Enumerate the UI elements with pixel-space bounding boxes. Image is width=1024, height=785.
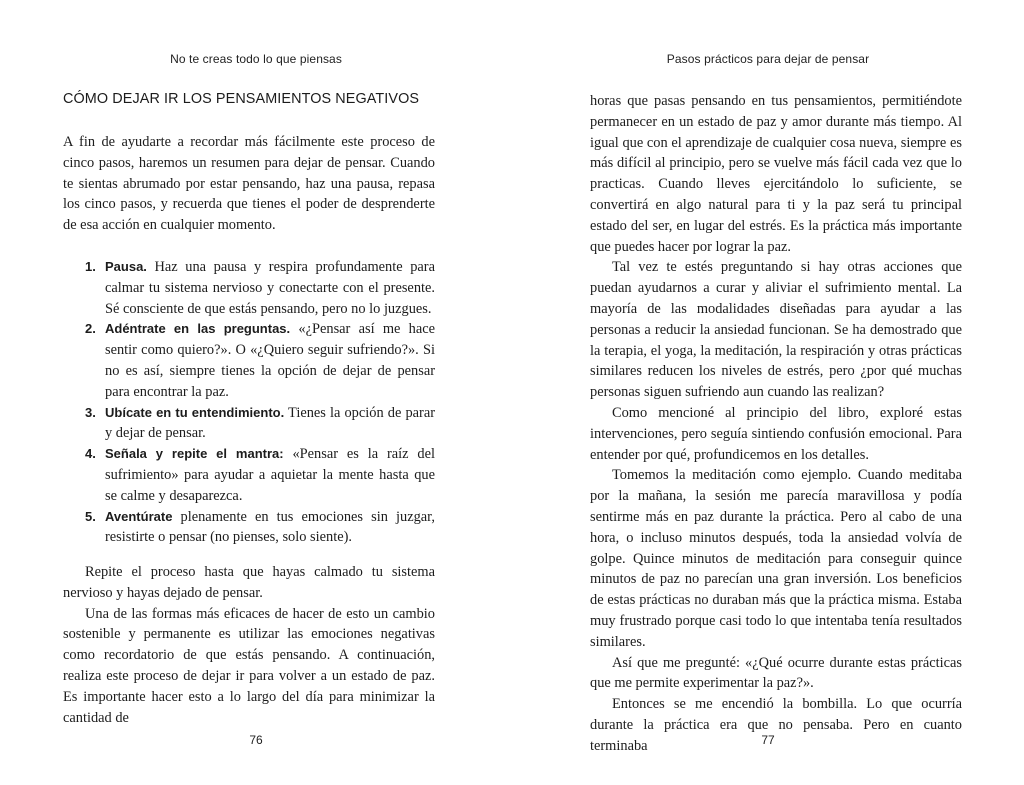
step-text: plenamente en tus emociones sin juzgar, resistirte o pensar (no pienses, solo siente). [105,508,435,546]
step-item [65,507,435,549]
step-text: Haz una pausa y respira profundamente para calmar tu sistema nervioso y conectarte con el presente. Sé consciente de que estás pensando, pero no lo juzgues. [105,259,435,317]
body-paragraph: Tal vez te estés preguntando si hay otras acciones que puedan ayudarnos a curar y aliviar el sufrimiento mental. La mayoría de las modalidades diseñadas para ayudar a las personas a reducir la ansiedad funcionan. Se ha demostrado que la terapia, el yoga, la meditación, la respiración y otras prácticas similares reducen los niveles de estrés, pero ¿por qué muchas personas siguen sufriendo aun cuando las realizan? [590,259,962,401]
right-page [512,0,1024,785]
step-text: «Pensar es la raíz del sufrimiento» para ayudar a aquietar la mente hasta que se calme y desaparezca. [105,446,435,504]
body-paragraph: Como mencioné al principio del libro, exploré estas intervenciones, pero seguía sintiendo confusión emocional. Para entender por qué, profundicemos en los detalles. [590,404,962,463]
body-paragraph: horas que pasas pensando en tus pensamientos, permitiéndote permanecer en un estado de paz y amor durante más tiempo. Al igual que con el aprendizaje de cualquier cosa nueva, siempre es más difícil al principio, pero se vuelve más fácil cada vez que lo practicas. Cuando lleves ejercitándolo lo suficiente, se convertirá en algo natural para ti y la paz será tu principal estado del ser, en lugar del estrés. Es la práctica más importante que puedes hacer por lograr la paz. [590,93,962,255]
step-item [65,257,435,319]
body-paragraph: Así que me pregunté: «¿Qué ocurre durante estas prácticas que me permite experimentar la paz?». [590,654,962,692]
body-paragraph: Entonces se me encendió la bombilla. Lo que ocurría durante la práctica era que no pensaba. Pero en cuanto terminaba [590,696,962,754]
running-head-right: Pasos prácticos para dejar de pensar [666,52,870,66]
step-number: 1. [85,259,96,274]
step-item [65,444,435,506]
running-head-left: No te creas todo lo que piensas [170,52,342,66]
intro-paragraph: A fin de ayudarte a recordar más fácilmente este proceso de cinco pasos, haremos un resumen para dejar de pensar. Cuando te sientas abrumado por estar pensando, haz una pausa, repasa los cinco pasos, y recuerda que tienes el poder de desprenderte de esa acción en cualquier momento. [63,134,435,234]
steps-block [63,257,435,548]
step-title: Adéntrate en las preguntas. [105,321,291,337]
body-paragraph: Repite el proceso hasta que hayas calmado tu sistema nervioso y hayas dejado de pensar. [63,564,435,601]
section-heading: CÓMO DEJAR IR LOS PENSAMIENTOS NEGATIVOS [63,91,420,107]
page-number-right: 77 [761,733,775,747]
body-paragraph: Una de las formas más eficaces de hacer de esto un cambio sostenible y permanente es utilizar las emociones negativas como recordatorio de que estás pensando. A continuación, realiza este proceso de dejar ir para volver a un estado de paz. Es importante hacer esto a lo largo del día para minimizar la cantidad de [63,605,435,726]
step-text: «¿Pensar así me hace sentir como quiero?». O «¿Quiero seguir sufriendo?». Si no es así, siempre tienes la opción de dejar de pensar para encontrar la paz. [105,321,435,400]
step-title: Señala y repite el mantra: [105,446,284,462]
step-title: Aventúrate [105,508,173,524]
body-paragraph: Tomemos la meditación como ejemplo. Cuando meditaba por la mañana, la sesión me parecía maravillosa y podía sentirme más en paz durante la práctica. Pero al cabo de una hora, o incluso minutos después, toda la ansiedad volvía de golpe. Quince minutos de meditación para conseguir quince minutos de paz no parecían una gran inversión. Los beneficios de estas prácticas no duraban más que la práctica misma. Estaba muy frustrado porque casi todo lo que intentaba tenía resultados similares. [590,467,962,650]
closing-paragraphs [63,562,435,728]
step-number: 5. [85,508,96,524]
step-item [65,319,435,402]
intro-paragraph-block [63,132,435,236]
right-body [590,91,962,757]
step-item [65,403,435,445]
steps-list [63,257,435,548]
step-number: 4. [85,446,96,462]
page-number-left: 76 [249,733,263,747]
step-text: Tienes la opción de parar y dejar de pensar. [105,404,435,442]
step-title: Pausa. [105,259,147,274]
step-title: Ubícate en tu entendimiento. [105,404,285,420]
step-number: 3. [85,404,96,420]
step-number: 2. [85,321,96,337]
